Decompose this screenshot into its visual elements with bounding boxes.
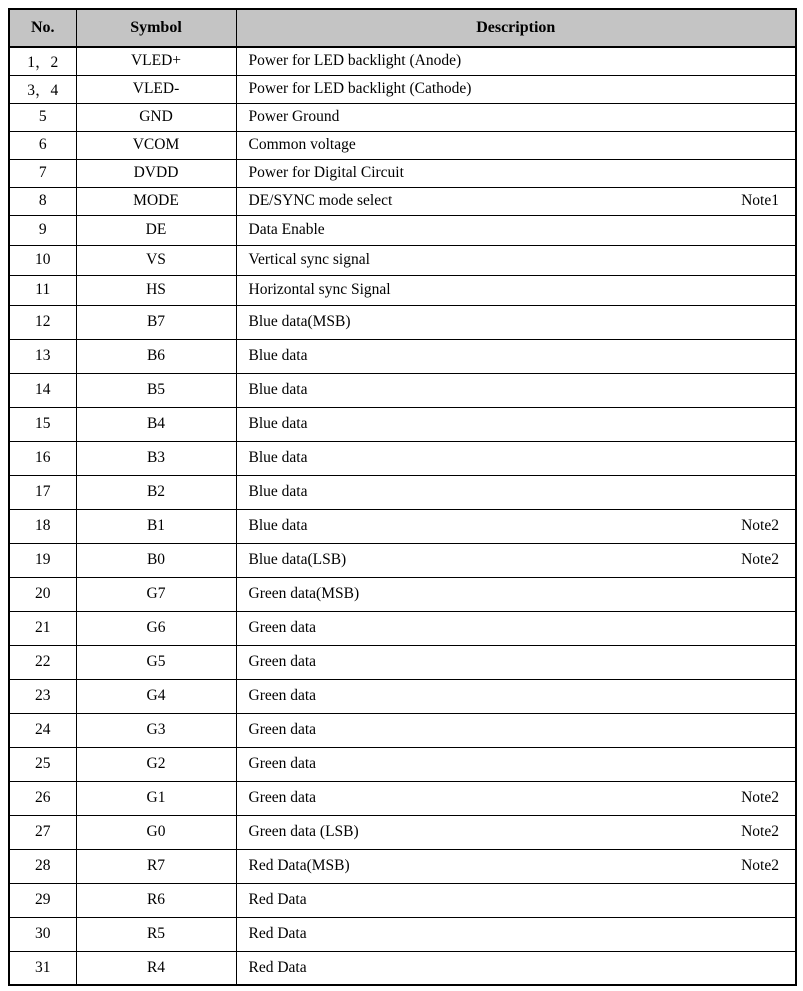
description-wrap xyxy=(237,551,796,569)
cell-description xyxy=(236,781,796,815)
cell-symbol: B4 xyxy=(76,407,236,441)
table-row xyxy=(9,917,796,951)
description-wrap xyxy=(237,653,796,671)
cell-symbol: G2 xyxy=(76,747,236,781)
description-text: Red Data xyxy=(248,958,307,976)
cell-symbol: B5 xyxy=(76,373,236,407)
cell-description xyxy=(236,407,796,441)
cell-pin-number: 22 xyxy=(9,645,76,679)
table-body xyxy=(9,47,796,985)
description-text: Green data(MSB) xyxy=(248,585,360,602)
cell-pin-number: 17 xyxy=(9,475,76,509)
cell-symbol: G7 xyxy=(76,577,236,611)
cell-description xyxy=(236,951,796,985)
cell-pin-number: 8 xyxy=(9,187,76,215)
cell-symbol: G6 xyxy=(76,611,236,645)
table-row xyxy=(9,407,796,441)
note-label: Note2 xyxy=(741,789,779,806)
description-text: Blue data xyxy=(248,449,308,466)
cell-description xyxy=(236,917,796,951)
cell-pin-number: 10 xyxy=(9,245,76,275)
description-wrap xyxy=(237,108,796,126)
cell-description xyxy=(236,215,796,245)
description-wrap xyxy=(237,789,796,807)
description-text: Green data xyxy=(248,721,317,738)
description-text: Blue data xyxy=(248,381,308,398)
description-wrap xyxy=(237,52,796,70)
cell-description xyxy=(236,131,796,159)
description-text: Red Data xyxy=(248,925,307,942)
description-wrap xyxy=(237,251,796,269)
cell-symbol: VS xyxy=(76,245,236,275)
table-header-row xyxy=(9,9,796,47)
description-text: Power Ground xyxy=(248,108,340,125)
cell-symbol: B6 xyxy=(76,339,236,373)
table-row xyxy=(9,883,796,917)
description-text: Green data xyxy=(248,687,317,704)
description-text: DE/SYNC mode select xyxy=(248,192,393,209)
cell-description xyxy=(236,679,796,713)
description-text: Power for LED backlight (Cathode) xyxy=(248,80,472,97)
cell-description xyxy=(236,47,796,75)
cell-description xyxy=(236,339,796,373)
cell-description xyxy=(236,103,796,131)
table-row xyxy=(9,103,796,131)
description-text: Green data xyxy=(248,755,317,772)
description-text: Red Data(MSB) xyxy=(248,857,350,874)
table-row xyxy=(9,187,796,215)
cell-description xyxy=(236,187,796,215)
description-wrap xyxy=(237,925,796,943)
description-wrap xyxy=(237,585,796,603)
cell-description xyxy=(236,441,796,475)
description-wrap xyxy=(237,755,796,773)
table-row xyxy=(9,611,796,645)
table-row xyxy=(9,475,796,509)
description-wrap xyxy=(237,857,796,875)
cell-pin-number: 14 xyxy=(9,373,76,407)
cell-description xyxy=(236,713,796,747)
cell-symbol: DVDD xyxy=(76,159,236,187)
table-row xyxy=(9,275,796,305)
description-text: Blue data(LSB) xyxy=(248,551,347,568)
cell-pin-number: 11 xyxy=(9,275,76,305)
cell-symbol: VCOM xyxy=(76,131,236,159)
cell-description xyxy=(236,849,796,883)
cell-description xyxy=(236,373,796,407)
description-wrap xyxy=(237,891,796,909)
cell-pin-number: 28 xyxy=(9,849,76,883)
description-wrap xyxy=(237,164,796,182)
cell-pin-number: 3，4 xyxy=(9,75,76,103)
cell-pin-number: 15 xyxy=(9,407,76,441)
description-wrap xyxy=(237,313,796,331)
table-row xyxy=(9,849,796,883)
description-wrap xyxy=(237,823,796,841)
description-wrap xyxy=(237,959,796,977)
description-text: Blue data xyxy=(248,347,308,364)
description-wrap xyxy=(237,619,796,637)
cell-description xyxy=(236,245,796,275)
table-row xyxy=(9,645,796,679)
cell-symbol: B3 xyxy=(76,441,236,475)
description-text: Power for Digital Circuit xyxy=(248,164,404,181)
table-row xyxy=(9,815,796,849)
description-text: Data Enable xyxy=(248,221,325,238)
header-symbol: Symbol xyxy=(76,9,236,47)
cell-pin-number: 29 xyxy=(9,883,76,917)
cell-pin-number: 31 xyxy=(9,951,76,985)
cell-pin-number: 19 xyxy=(9,543,76,577)
description-text: Blue data xyxy=(248,517,308,534)
cell-symbol: HS xyxy=(76,275,236,305)
description-wrap xyxy=(237,381,796,399)
description-wrap xyxy=(237,721,796,739)
table-row xyxy=(9,509,796,543)
cell-pin-number: 1，2 xyxy=(9,47,76,75)
cell-description xyxy=(236,611,796,645)
cell-symbol: R7 xyxy=(76,849,236,883)
cell-pin-number: 23 xyxy=(9,679,76,713)
table-row xyxy=(9,159,796,187)
cell-symbol: B1 xyxy=(76,509,236,543)
cell-symbol: VLED+ xyxy=(76,47,236,75)
cell-symbol: GND xyxy=(76,103,236,131)
description-text: Blue data xyxy=(248,483,308,500)
table-row xyxy=(9,441,796,475)
cell-description xyxy=(236,475,796,509)
cell-pin-number: 24 xyxy=(9,713,76,747)
cell-description xyxy=(236,645,796,679)
description-wrap xyxy=(237,192,796,210)
table-row xyxy=(9,131,796,159)
table-row xyxy=(9,713,796,747)
cell-description xyxy=(236,509,796,543)
cell-description xyxy=(236,305,796,339)
table-row xyxy=(9,543,796,577)
description-wrap xyxy=(237,415,796,433)
description-wrap xyxy=(237,221,796,239)
table-row xyxy=(9,245,796,275)
cell-symbol: G0 xyxy=(76,815,236,849)
cell-symbol: DE xyxy=(76,215,236,245)
table-row xyxy=(9,339,796,373)
table-row xyxy=(9,781,796,815)
cell-description xyxy=(236,543,796,577)
cell-description xyxy=(236,275,796,305)
cell-description xyxy=(236,815,796,849)
description-wrap xyxy=(237,449,796,467)
description-text: Blue data xyxy=(248,415,308,432)
cell-symbol: R5 xyxy=(76,917,236,951)
description-wrap xyxy=(237,347,796,365)
description-text: Common voltage xyxy=(248,136,356,153)
table-row xyxy=(9,75,796,103)
cell-pin-number: 7 xyxy=(9,159,76,187)
description-wrap xyxy=(237,281,796,299)
cell-pin-number: 26 xyxy=(9,781,76,815)
table-row xyxy=(9,215,796,245)
table-row xyxy=(9,577,796,611)
cell-symbol: R6 xyxy=(76,883,236,917)
cell-pin-number: 6 xyxy=(9,131,76,159)
cell-pin-number: 13 xyxy=(9,339,76,373)
cell-symbol: B7 xyxy=(76,305,236,339)
cell-symbol: VLED- xyxy=(76,75,236,103)
description-wrap xyxy=(237,136,796,154)
cell-symbol: G3 xyxy=(76,713,236,747)
description-wrap xyxy=(237,517,796,535)
description-wrap xyxy=(237,80,796,98)
cell-symbol: B2 xyxy=(76,475,236,509)
description-text: Green data xyxy=(248,619,317,636)
description-wrap xyxy=(237,483,796,501)
cell-description xyxy=(236,577,796,611)
cell-pin-number: 25 xyxy=(9,747,76,781)
cell-pin-number: 18 xyxy=(9,509,76,543)
table-row xyxy=(9,305,796,339)
table-row xyxy=(9,951,796,985)
note-label: Note2 xyxy=(741,517,779,534)
description-text: Horizontal sync Signal xyxy=(248,281,391,298)
cell-pin-number: 5 xyxy=(9,103,76,131)
table-row xyxy=(9,47,796,75)
pin-description-table xyxy=(8,8,797,986)
cell-pin-number: 20 xyxy=(9,577,76,611)
note-label: Note1 xyxy=(741,192,779,209)
table-row xyxy=(9,373,796,407)
cell-description xyxy=(236,883,796,917)
cell-symbol: B0 xyxy=(76,543,236,577)
description-text: Green data xyxy=(248,789,317,806)
cell-description xyxy=(236,75,796,103)
header-no: No. xyxy=(9,9,76,47)
cell-pin-number: 16 xyxy=(9,441,76,475)
table-row xyxy=(9,747,796,781)
cell-description xyxy=(236,159,796,187)
note-label: Note2 xyxy=(741,823,779,840)
cell-pin-number: 30 xyxy=(9,917,76,951)
description-text: Green data (LSB) xyxy=(248,823,359,840)
note-label: Note2 xyxy=(741,551,779,568)
cell-pin-number: 9 xyxy=(9,215,76,245)
description-text: Blue data(MSB) xyxy=(248,313,351,330)
cell-symbol: G5 xyxy=(76,645,236,679)
description-text: Green data xyxy=(248,653,317,670)
description-text: Power for LED backlight (Anode) xyxy=(248,52,462,70)
description-text: Vertical sync signal xyxy=(248,251,370,268)
cell-pin-number: 27 xyxy=(9,815,76,849)
table-row xyxy=(9,679,796,713)
cell-pin-number: 12 xyxy=(9,305,76,339)
cell-symbol: R4 xyxy=(76,951,236,985)
cell-description xyxy=(236,747,796,781)
description-wrap xyxy=(237,687,796,705)
cell-symbol: MODE xyxy=(76,187,236,215)
note-label: Note2 xyxy=(741,857,779,874)
cell-symbol: G4 xyxy=(76,679,236,713)
description-text: Red Data xyxy=(248,891,307,908)
cell-pin-number: 21 xyxy=(9,611,76,645)
header-description: Description xyxy=(236,9,796,47)
cell-symbol: G1 xyxy=(76,781,236,815)
